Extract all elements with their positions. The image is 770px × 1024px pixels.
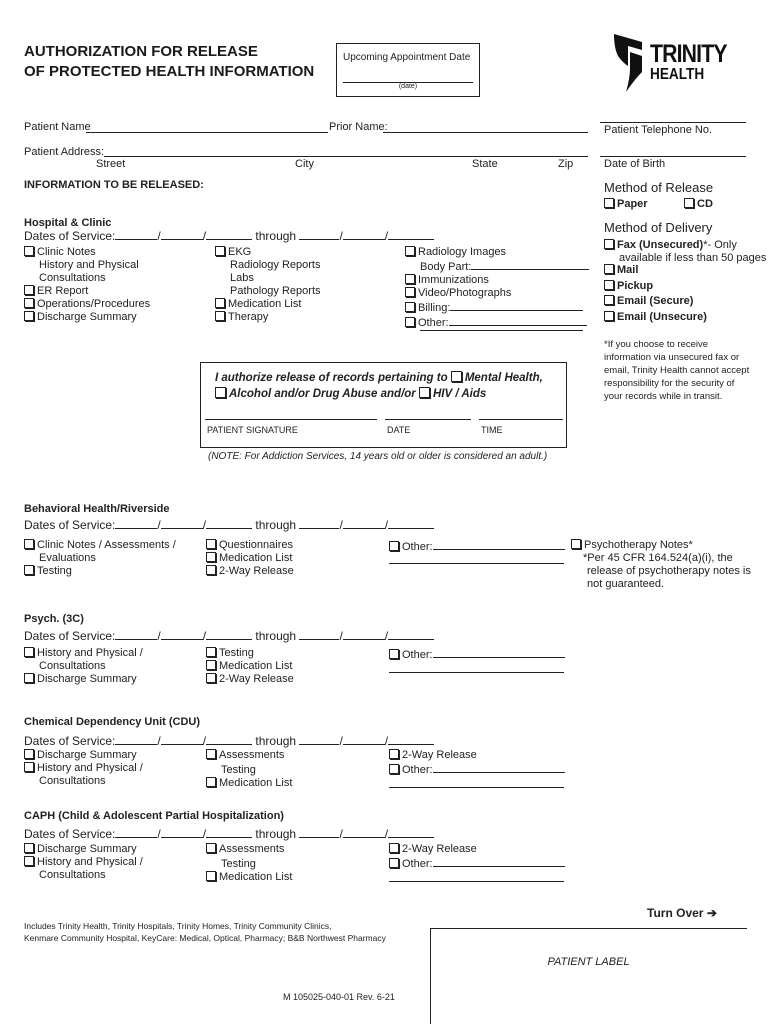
caph-col1 [24, 843, 143, 882]
cdu-other-item[interactable]: Other: [389, 762, 565, 777]
bh-two-way-checkbox[interactable] [206, 565, 216, 575]
bh-clinic-notes-item[interactable]: Clinic Notes / Assessments / [24, 539, 176, 552]
labs-text: Labs [230, 272, 254, 284]
operations-checkbox[interactable] [24, 298, 34, 308]
trinity-health-logo [612, 32, 752, 94]
psych-history-item[interactable]: History and Physical / [24, 647, 143, 660]
city-label: City [295, 158, 314, 170]
cdu-two-way-item[interactable]: 2-Way Release [389, 749, 565, 762]
info-released-heading: INFORMATION TO BE RELEASED: [24, 179, 204, 191]
address-field[interactable] [104, 156, 588, 157]
patient-name-label: Patient Name [24, 121, 91, 133]
email-secure-checkbox[interactable] [604, 295, 614, 305]
form-number: M 105025-040-01 Rev. 6-21 [283, 992, 395, 1002]
cdu-col2 [206, 749, 292, 790]
bh-other-checkbox[interactable] [389, 541, 399, 551]
unsecured-notice: *If you choose to receive information via unsecured fax or email, Trinity Health cannot accept responsibility for the security of your records while in transit. [604, 339, 750, 402]
billing-item[interactable]: Billing: [405, 300, 589, 315]
telephone-field[interactable] [600, 122, 746, 123]
auth-time-field[interactable] [479, 419, 563, 420]
psych-col1 [24, 647, 143, 686]
psych-other-checkbox[interactable] [389, 649, 399, 659]
psych-discharge-item[interactable]: Discharge Summary [24, 673, 143, 686]
caph-assessments-checkbox[interactable] [206, 843, 216, 853]
bh-medication-item[interactable]: Medication List [206, 552, 294, 565]
caph-discharge-item[interactable]: Discharge Summary [24, 843, 143, 856]
authorization-box [200, 362, 567, 448]
paper-checkbox[interactable] [604, 198, 614, 208]
bh-other-extra-line[interactable] [389, 563, 564, 564]
caph-medication-checkbox[interactable] [206, 871, 216, 881]
cdu-other-extra-line[interactable] [389, 787, 564, 788]
delivery-fax[interactable]: Fax (Unsecured)*- Only [604, 239, 737, 252]
auth-date-field[interactable] [385, 419, 471, 420]
behavioral-col1 [24, 539, 176, 578]
date-sublabel: (date) [398, 83, 418, 90]
other-item[interactable]: Other: [405, 315, 589, 330]
pickup-checkbox[interactable] [604, 280, 614, 290]
bh-testing-item[interactable]: Testing [24, 565, 176, 578]
form-title-line1: AUTHORIZATION FOR RELEASE [24, 43, 258, 60]
bh-medication-checkbox[interactable] [206, 552, 216, 562]
hospital-col1 [24, 246, 150, 324]
video-photos-item[interactable]: Video/Photographs [405, 287, 589, 300]
radiology-images-item[interactable]: Radiology Images [405, 246, 589, 259]
arrow-right-icon: ➔ [706, 906, 717, 920]
behavioral-col2 [206, 539, 294, 578]
therapy-item[interactable]: Therapy [215, 311, 321, 324]
psychotherapy-checkbox[interactable] [571, 539, 581, 549]
video-photos-checkbox[interactable] [405, 287, 415, 297]
release-paper[interactable]: Paper [604, 198, 648, 211]
bh-other-item[interactable]: Other: [389, 539, 565, 554]
clinic-notes-checkbox[interactable] [24, 246, 34, 256]
logo-trinity: TRINITY [650, 40, 727, 68]
prior-name-label: Prior Name: [329, 121, 388, 133]
medication-list-item[interactable]: Medication List [215, 298, 321, 311]
psych-history-checkbox[interactable] [24, 647, 34, 657]
immunizations-checkbox[interactable] [405, 274, 415, 284]
caph-testing-text: Testing [221, 858, 256, 870]
clinic-notes-item[interactable]: Clinic Notes [24, 246, 150, 259]
caph-other-extra-line[interactable] [389, 881, 564, 882]
appointment-date-box[interactable] [336, 43, 480, 97]
cd-checkbox[interactable] [684, 198, 694, 208]
bh-questionnaires-item[interactable]: Questionnaires [206, 539, 294, 552]
caph-col3 [389, 843, 565, 871]
psych-discharge-checkbox[interactable] [24, 673, 34, 683]
medication-list-checkbox[interactable] [215, 298, 225, 308]
patient-name-field[interactable] [86, 132, 328, 133]
psych-other-extra-line[interactable] [389, 672, 564, 673]
trinity-logo-icon [612, 32, 646, 94]
cdu-assessments-item[interactable]: Assessments [206, 749, 292, 762]
cdu-testing-text: Testing [221, 764, 256, 776]
hospital-col2 [215, 246, 321, 324]
other-checkbox[interactable] [405, 317, 415, 327]
caph-two-way-item[interactable]: 2-Way Release [389, 843, 565, 856]
psych-testing-item[interactable]: Testing [206, 647, 294, 660]
alcohol-drug-checkbox[interactable] [215, 387, 226, 398]
therapy-checkbox[interactable] [215, 311, 225, 321]
psych-medication-item[interactable]: Medication List [206, 660, 294, 673]
bh-clinic-notes-checkbox[interactable] [24, 539, 34, 549]
zip-label: Zip [558, 158, 574, 170]
bh-questionnaires-checkbox[interactable] [206, 539, 216, 549]
cdu-title: Chemical Dependency Unit (CDU) [24, 716, 201, 728]
hospital-col3 [405, 246, 589, 330]
ekg-item[interactable]: EKG [215, 246, 321, 259]
prior-name-field[interactable] [383, 132, 588, 133]
psych-testing-checkbox[interactable] [206, 647, 216, 657]
signature-label: PATIENT SIGNATURE [207, 425, 298, 435]
hospital-dates-of-service[interactable]: Dates of Service: / / through / / [24, 229, 434, 243]
delivery-method-title: Method of Delivery [604, 220, 713, 235]
caph-discharge-checkbox[interactable] [24, 843, 34, 853]
psych-consultations-text: Consultations [39, 660, 106, 672]
behavioral-dates-of-service[interactable]: Dates of Service: / / through / / [24, 518, 434, 532]
cdu-history-checkbox[interactable] [24, 762, 34, 772]
cdu-medication-checkbox[interactable] [206, 777, 216, 787]
cdu-history-item[interactable]: History and Physical / [24, 762, 143, 775]
psych-medication-checkbox[interactable] [206, 660, 216, 670]
history-physical-text: History and Physical [39, 259, 139, 271]
discharge-item[interactable]: Discharge Summary [24, 311, 150, 324]
time-label: TIME [481, 425, 503, 435]
includes-note: Includes Trinity Health, Trinity Hospitals, Trinity Homes, Trinity Community Clinics, Kenmare Community Hospital, KeyCare: Medical, Optical, Pharmacy; B&B Northwest Pharmacy [24, 921, 386, 943]
psych-two-way-checkbox[interactable] [206, 673, 216, 683]
caph-consultations-text: Consultations [39, 869, 106, 881]
cdu-col3 [389, 749, 565, 777]
psych-col2 [206, 647, 294, 686]
signature-field[interactable] [205, 419, 377, 420]
dob-label: Date of Birth [604, 158, 666, 170]
caph-col2 [206, 843, 292, 884]
billing-checkbox[interactable] [405, 302, 415, 312]
delivery-email-unsecure[interactable]: Email (Unsecure) [604, 311, 707, 324]
addiction-note: (NOTE: For Addiction Services, 14 years old or older is considered an adult.) [208, 451, 548, 462]
body-part-field[interactable]: Body Part: [405, 259, 589, 274]
dob-field[interactable] [600, 156, 746, 157]
mental-health-checkbox[interactable] [451, 371, 462, 382]
fax-checkbox[interactable] [604, 239, 614, 249]
pathology-text: Pathology Reports [230, 285, 321, 297]
delivery-mail[interactable]: Mail [604, 264, 638, 277]
auth-statement-line2: Alcohol and/or Drug Abuse and/or HIV / Aids [215, 387, 486, 400]
radiology-reports-text: Radiology Reports [230, 259, 321, 271]
logo-health: HEALTH [650, 66, 705, 83]
appointment-date-label: Upcoming Appointment Date [343, 52, 471, 63]
delivery-email-secure[interactable]: Email (Secure) [604, 295, 693, 308]
cdu-dates-of-service[interactable]: Dates of Service: / / through / / [24, 734, 434, 748]
cdu-medication-item[interactable]: Medication List [206, 777, 292, 790]
caph-history-item[interactable]: History and Physical / [24, 856, 143, 869]
email-unsecure-checkbox[interactable] [604, 311, 614, 321]
fax-note: available if less than 50 pages [619, 252, 767, 264]
cdu-discharge-item[interactable]: Discharge Summary [24, 749, 143, 762]
radiology-images-checkbox[interactable] [405, 246, 415, 256]
psych-title: Psych. (3C) [24, 613, 84, 625]
hospital-clinic-title: Hospital & Clinic [24, 217, 112, 229]
caph-dates-of-service[interactable]: Dates of Service: / / through / / [24, 827, 434, 841]
cdu-discharge-checkbox[interactable] [24, 749, 34, 759]
psych-dates-of-service[interactable]: Dates of Service: / / through / / [24, 629, 434, 643]
date-label: DATE [387, 425, 411, 435]
bh-testing-checkbox[interactable] [24, 565, 34, 575]
delivery-pickup[interactable]: Pickup [604, 280, 653, 293]
release-cd[interactable]: CD [684, 198, 713, 211]
er-report-item[interactable]: ER Report [24, 285, 150, 298]
patient-label-area: PATIENT LABEL [547, 956, 630, 968]
hiv-aids-checkbox[interactable] [419, 387, 430, 398]
mail-checkbox[interactable] [604, 264, 614, 274]
immunizations-item[interactable]: Immunizations [405, 274, 589, 287]
form-title-line2: OF PROTECTED HEALTH INFORMATION [24, 63, 315, 80]
er-report-checkbox[interactable] [24, 285, 34, 295]
caph-two-way-checkbox[interactable] [389, 843, 399, 853]
caph-history-checkbox[interactable] [24, 856, 34, 866]
release-method-title: Method of Release [604, 180, 714, 195]
caph-medication-item[interactable]: Medication List [206, 871, 292, 884]
turn-over: Turn Over ➔ [647, 906, 717, 920]
cdu-col1 [24, 749, 143, 788]
behavioral-title: Behavioral Health/Riverside [24, 503, 170, 515]
psych-other-item[interactable]: Other: [389, 647, 565, 662]
bh-evaluations-text: Evaluations [39, 552, 96, 564]
psychotherapy-notes-item[interactable]: Psychotherapy Notes* [571, 539, 693, 552]
telephone-label: Patient Telephone No. [604, 124, 713, 136]
caph-title: CAPH (Child & Adolescent Partial Hospitalization) [24, 810, 284, 822]
bh-two-way-item[interactable]: 2-Way Release [206, 565, 294, 578]
auth-statement-line1: I authorize release of records pertaining to Mental Health, [215, 372, 543, 384]
state-label: State [472, 158, 498, 170]
caph-assessments-item[interactable]: Assessments [206, 843, 292, 856]
psychotherapy-note: *Per 45 CFR 164.524(a)(i), the release of psychotherapy notes is not guaranteed. [583, 552, 751, 590]
discharge-checkbox[interactable] [24, 311, 34, 321]
psych-two-way-item[interactable]: 2-Way Release [206, 673, 294, 686]
other-extra-line[interactable] [420, 330, 583, 331]
caph-other-item[interactable]: Other: [389, 856, 565, 871]
caph-other-checkbox[interactable] [389, 858, 399, 868]
ekg-checkbox[interactable] [215, 246, 225, 256]
street-label: Street [96, 158, 126, 170]
address-label: Patient Address: [24, 146, 105, 158]
cdu-other-checkbox[interactable] [389, 764, 399, 774]
cdu-two-way-checkbox[interactable] [389, 749, 399, 759]
operations-item[interactable]: Operations/Procedures [24, 298, 150, 311]
consultations-text: Consultations [39, 272, 106, 284]
cdu-assessments-checkbox[interactable] [206, 749, 216, 759]
cdu-consultations-text: Consultations [39, 775, 106, 787]
